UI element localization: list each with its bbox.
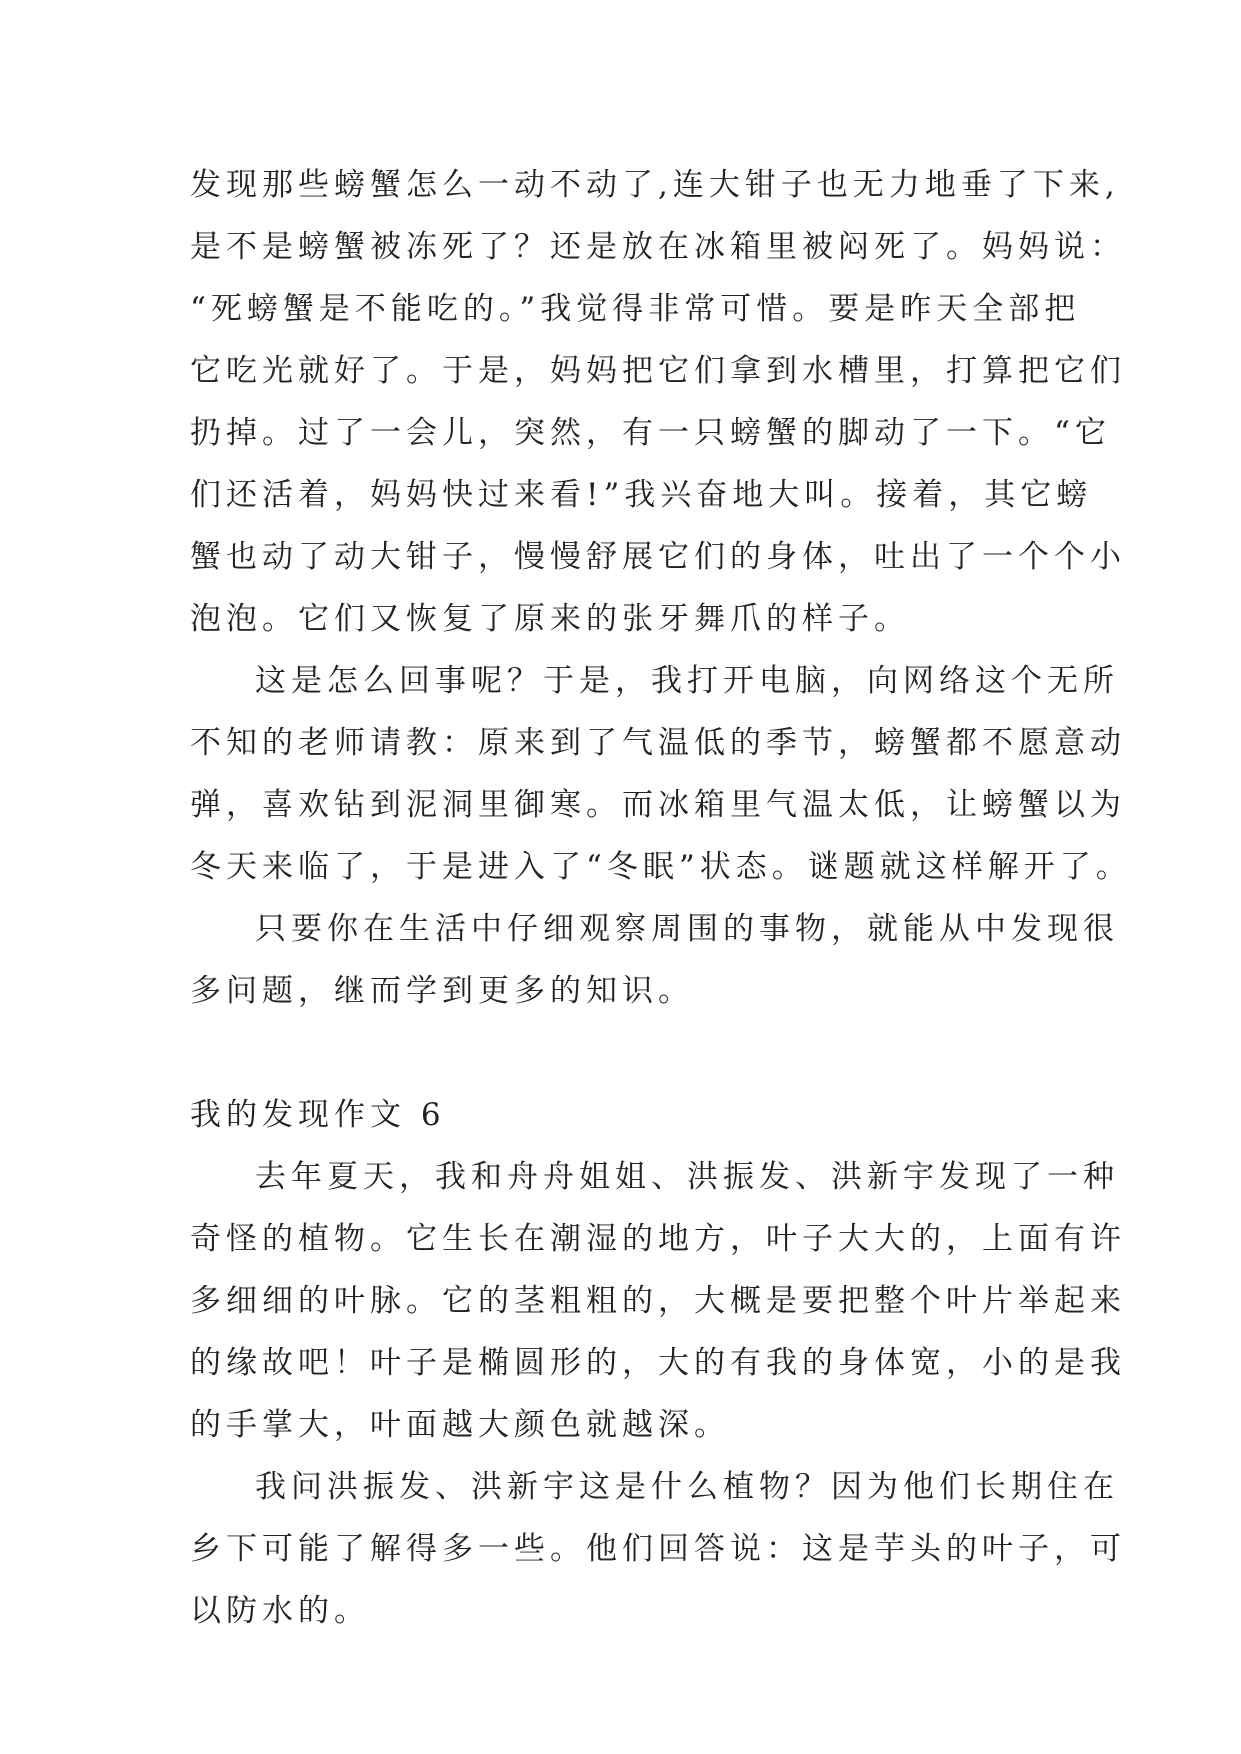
text-line: 的手掌大，叶面越大颜色就越深。 — [190, 1407, 730, 1443]
text-line: 不知的老师请教：原来到了气温低的季节，螃蟹都不愿意动 — [190, 725, 1126, 761]
text-line: 们还活着，妈妈快过来看!”我兴奋地大叫。接着，其它螃 — [190, 477, 1093, 513]
text-line: 以防水的。 — [190, 1593, 370, 1629]
text-line: 是不是螃蟹被冻死了？还是放在冰箱里被闷死了。妈妈说： — [190, 229, 1126, 265]
text-line: 弹，喜欢钻到泥洞里御寒。而冰箱里气温太低，让螃蟹以为 — [190, 787, 1126, 823]
paragraph-first-line: 去年夏天，我和舟舟姐姐、洪振发、洪新宇发现了一种 — [255, 1159, 1119, 1195]
text-line: 它吃光就好了。于是，妈妈把它们拿到水槽里，打算把它们 — [190, 353, 1126, 389]
text-line: 奇怪的植物。它生长在潮湿的地方，叶子大大的，上面有许 — [190, 1221, 1126, 1257]
text-line: 多问题，继而学到更多的知识。 — [190, 973, 694, 1009]
text-line: 发现那些螃蟹怎么一动不动了,连大钳子也无力地垂了下来, — [190, 167, 1120, 203]
text-line: 蟹也动了动大钳子，慢慢舒展它们的身体，吐出了一个个小 — [190, 539, 1126, 575]
text-line: 泡泡。它们又恢复了原来的张牙舞爪的样子。 — [190, 601, 910, 637]
paragraph-first-line: 只要你在生活中仔细观察周围的事物，就能从中发现很 — [255, 911, 1119, 947]
text-line: “死螃蟹是不能吃的。”我觉得非常可惜。要是昨天全部把 — [190, 291, 1081, 327]
text-line: 乡下可能了解得多一些。他们回答说：这是芋头的叶子，可 — [190, 1531, 1126, 1567]
text-line: 扔掉。过了一会儿，突然，有一只螃蟹的脚动了一下。“它 — [190, 415, 1111, 451]
text-line: 的缘故吧！叶子是椭圆形的，大的有我的身体宽，小的是我 — [190, 1345, 1126, 1381]
text-line: 冬天来临了，于是进入了“冬眠”状态。谜题就这样解开了。 — [190, 849, 1132, 885]
paragraph-first-line: 我问洪振发、洪新宇这是什么植物？因为他们长期住在 — [255, 1469, 1119, 1505]
paragraph-first-line: 这是怎么回事呢？于是，我打开电脑，向网络这个无所 — [255, 663, 1119, 699]
text-line: 多细细的叶脉。它的茎粗粗的，大概是要把整个叶片举起来 — [190, 1283, 1126, 1319]
section-heading: 我的发现作文 6 — [190, 1097, 446, 1133]
